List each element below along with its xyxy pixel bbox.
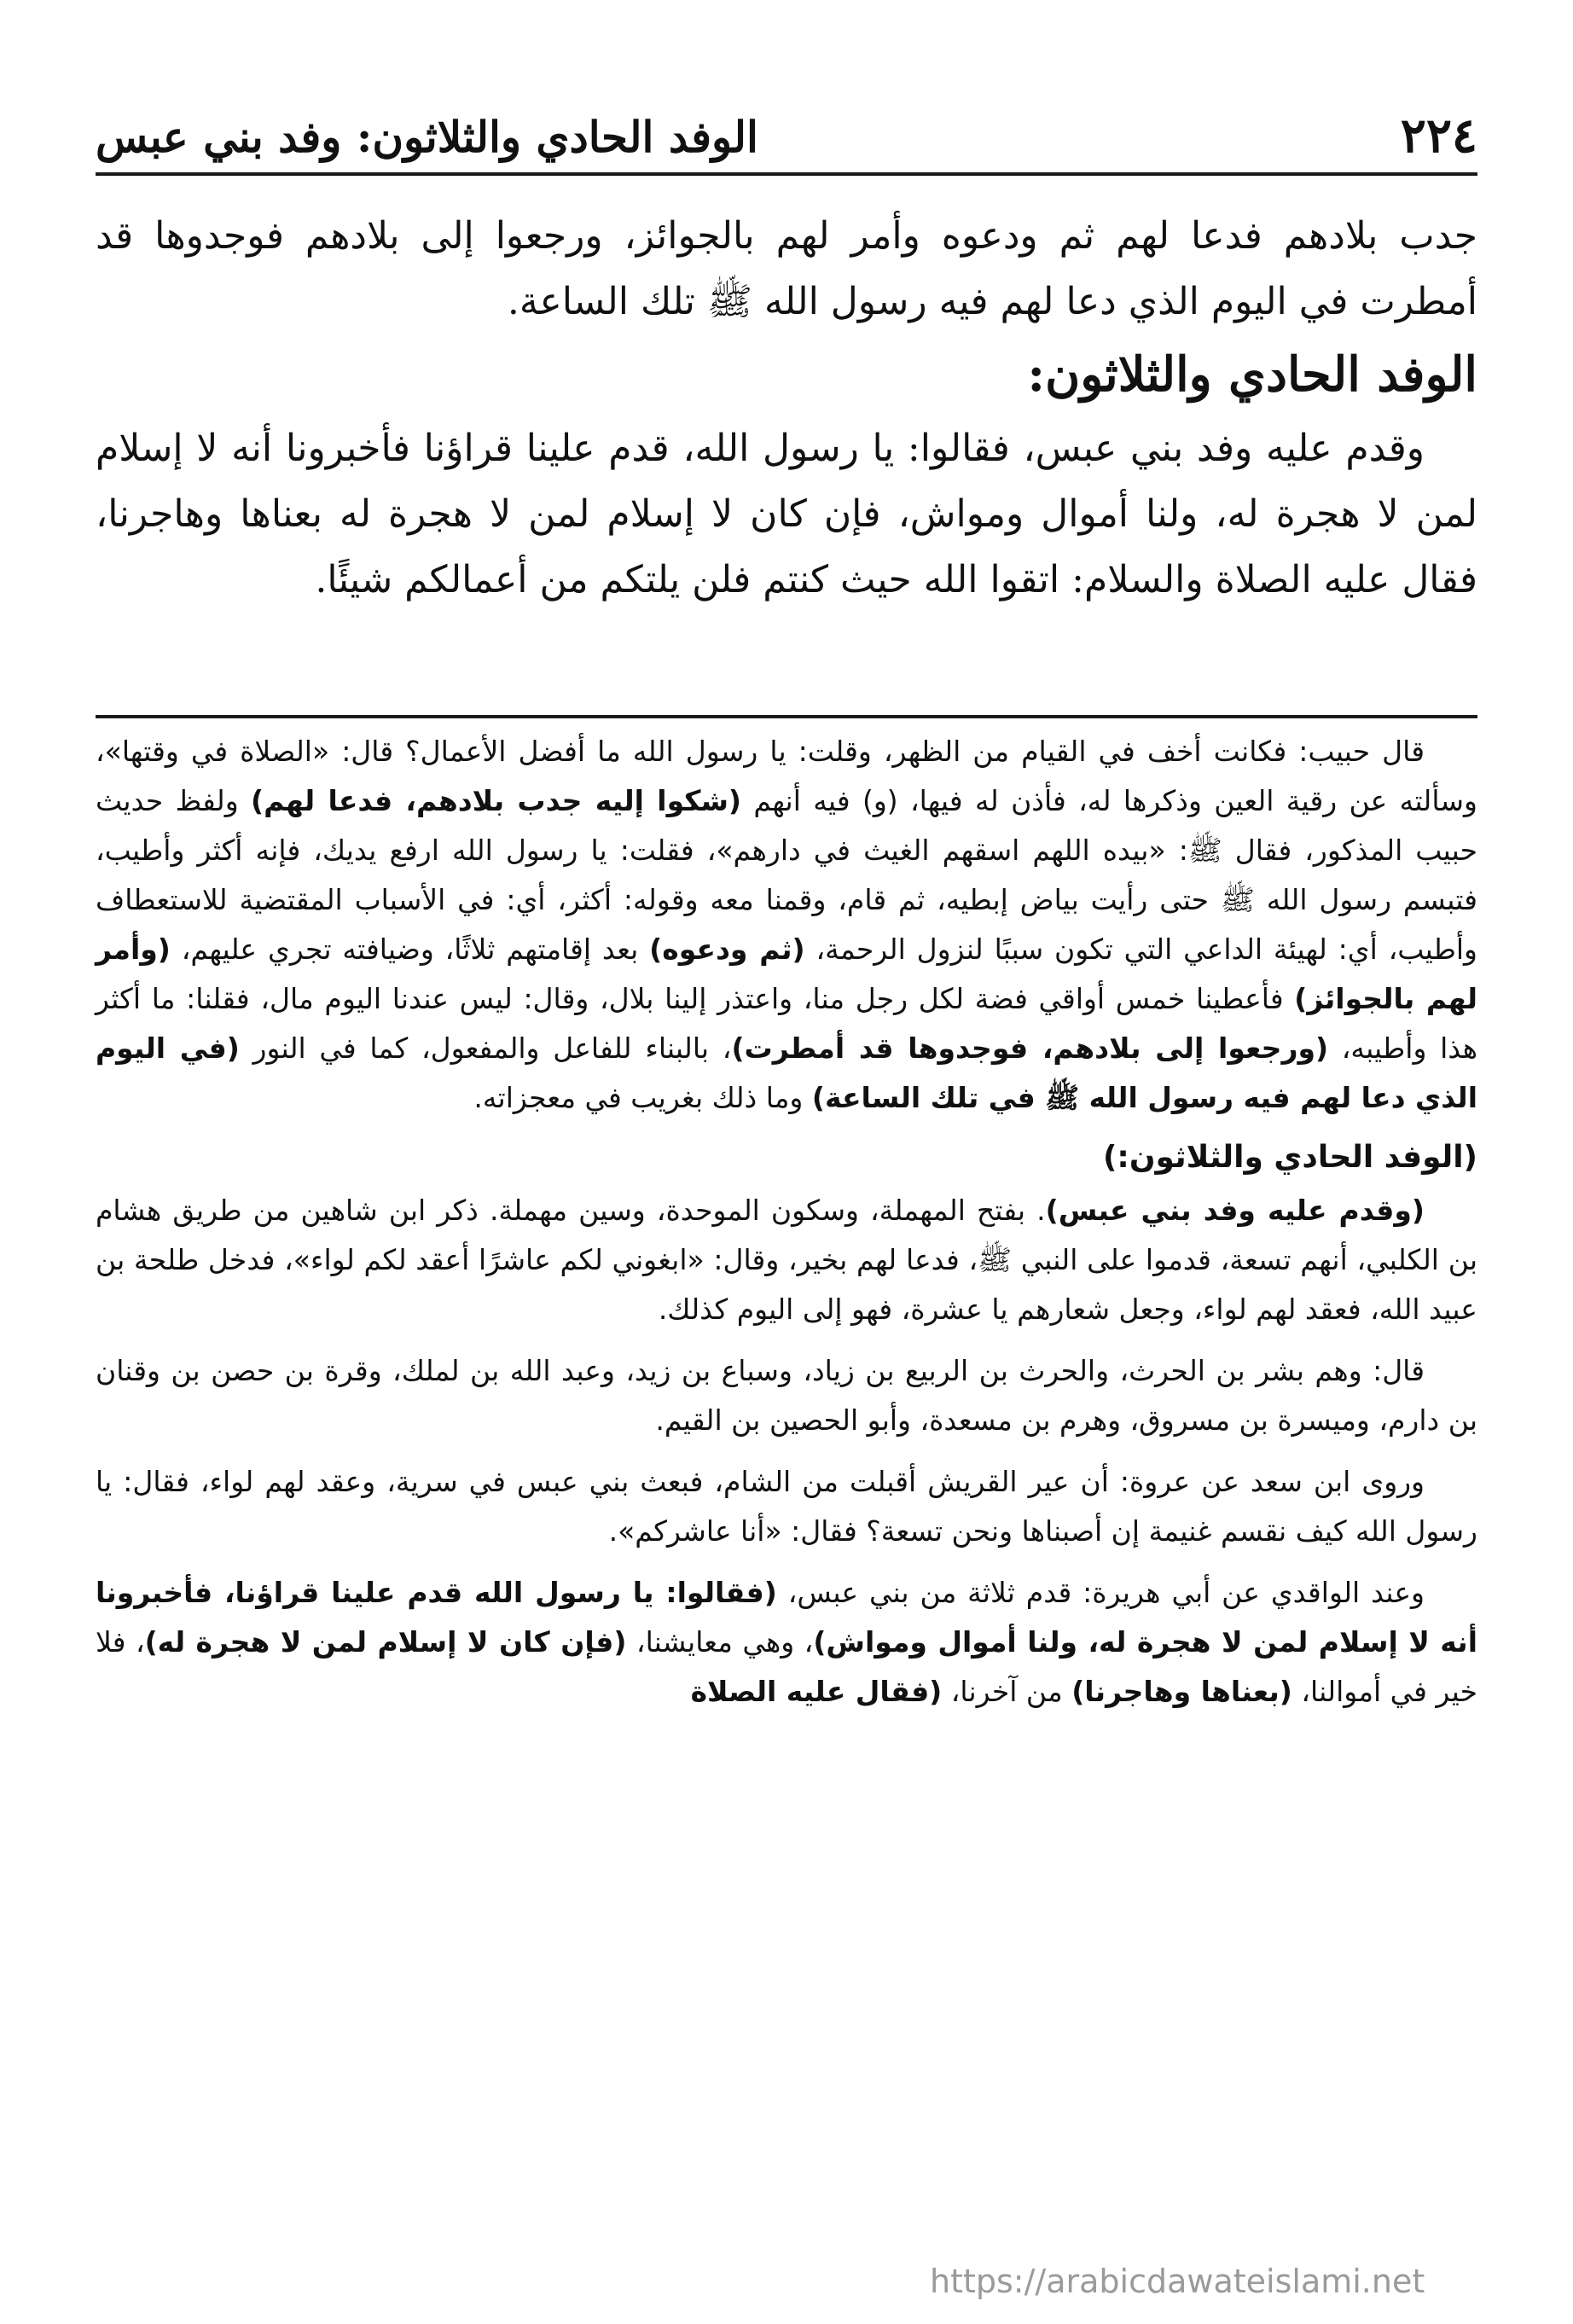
commentary-text-run: وما ذلك بغريب في معجزاته.: [473, 1081, 812, 1114]
main-paragraph-1: جدب بلادهم فدعا لهم ثم ودعوه وأمر لهم بالجوائز، ورجعوا إلى بلادهم فوجدوها قد أمطرت في اليوم الذي دعا لهم فيه رسول الله ﷺ تلك الساعة.: [96, 214, 1477, 323]
page-header: [96, 96, 1477, 176]
commentary-text-run: بعد إقامتهم ثلاثًا، وضيافته تجري عليهم،: [170, 933, 650, 966]
quoted-matn: (ورجعوا إلى بلادهم، فوجدوها قد أمطرت): [731, 1031, 1329, 1065]
running-title: الوفد الحادي والثلاثون: وفد بني عبس: [96, 112, 758, 162]
commentary-text-run: ، وهي معايشنا،: [626, 1625, 814, 1659]
footnote-divider: [96, 715, 1477, 718]
commentary-text-run: فأعطينا خمس أواقي فضة لكل رجل منا، واعتذر إلينا بلال، وقال: ليس عندنا اليوم مال، فقلنا: ما أكثر هذا وأطيبه،: [96, 982, 1477, 1065]
commentary-paragraph-4: وروى ابن سعد عن عروة: أن عير القريش أقبلت من الشام، فبعث بني عبس في سرية، وعقد لهم لواء، فقال: يا رسول الله كيف نقسم غنيمة إن أصبناها ونحن تسعة؟ فقال: «أنا عاشركم».: [96, 1465, 1477, 1548]
commentary-paragraph-1: [96, 727, 1477, 1123]
section-heading: الوفد الحادي والثلاثون:: [1027, 346, 1477, 403]
commentary-text-run: قال حبيب: فكانت أخف في القيام من الظهر، وقلت: يا رسول الله ما أفضل الأعمال؟ قال: «الصلاة في وقتها»، وسألته عن رقية العين وذكرها له، فأذن له فيها، (و) فيه أنهم: [96, 735, 1477, 817]
commentary-paragraph-3: قال: وهم بشر بن الحرث، والحرث بن الربيع بن زياد، وسباع بن زيد، وعبد الله بن لملك، وقرة بن حصن بن وقنان بن دارم، وميسرة بن مسروق، وهرم بن مسعدة، وأبو الحصين بن القيم.: [96, 1354, 1477, 1437]
commentary-text-run: ولفظ حديث حبيب المذكور، فقال ﷺ: «بيده اللهم اسقهم الغيث في دارهم»، فقلت: يا رسول الله ارفع يديك، فإنه أكثر وأطيب، فتبسم رسول الله ﷺ حتى رأيت بياض إبطيه، ثم قام، وقمنا معه وقوله: أكثر، أي: في الأسباب المقتضية للاستعطاف وأطيب، أي: لهيئة الداعي التي تكون سببًا لنزول الرحمة،: [96, 784, 1477, 966]
commentary-text-run: ، فلا خير في أموالنا،: [96, 1625, 1477, 1708]
commentary-paragraph-2: [96, 1186, 1477, 1334]
quoted-matn: (فإن كان لا إسلام لمن لا هجرة له): [144, 1625, 627, 1659]
quoted-matn: (وأمر لهم بالجوائز): [96, 933, 1477, 1015]
commentary-text: [96, 727, 1477, 1717]
quoted-matn: (بعناها وهاجرنا): [1071, 1675, 1292, 1708]
main-paragraph-2: وقدم عليه وفد بني عبس، فقالوا: يا رسول الله، قدم علينا قراؤنا فأخبرونا أنه لا إسلام لمن لا هجرة له، ولنا أموال ومواش، فإن كان لا إسلام لمن لا هجرة له بعناها وهاجرنا، فقال عليه الصلاة والسلام: اتقوا الله حيث كنتم فلن يلتكم من أعمالكم شيئًا.: [96, 427, 1477, 601]
quoted-matn: (فقال عليه الصلاة: [690, 1675, 943, 1708]
commentary-text-run: من آخرنا،: [942, 1675, 1072, 1708]
site-watermark: https://arabicdawateislami.net: [930, 2263, 1425, 2300]
quoted-matn: (في اليوم الذي دعا لهم فيه رسول الله ﷺ في تلك الساعة): [96, 1031, 1477, 1114]
quoted-matn: (فقالوا: يا رسول الله قدم علينا قراؤنا، فأخبرونا أنه لا إسلام لمن لا هجرة له، ولنا أموال ومواش): [96, 1576, 1478, 1659]
quoted-matn: (ثم ودعوه): [649, 933, 805, 966]
page-number: ٢٢٤: [1400, 107, 1477, 164]
commentary-text-run: ، بالبناء للفاعل والمفعول، كما في النور: [239, 1031, 732, 1065]
quoted-matn: (وقدم عليه وفد بني عبس): [1045, 1194, 1425, 1227]
commentary-text-run: . بفتح المهملة، وسكون الموحدة، وسين مهملة. ذكر ابن شاهين من طريق هشام بن الكلبي، أنهم تسعة، قدموا على النبي ﷺ، فدعا لهم بخير، وقال: «ابغوني لكم عاشرًا أعقد لكم لواء»، فدخل طلحة بن عبيد الله، فعقد لهم لواء، وجعل شعارهم يا عشرة، فهو إلى اليوم كذلك.: [96, 1194, 1477, 1326]
quoted-matn: (شكوا إليه جدب بلادهم، فدعا لهم): [251, 784, 742, 817]
commentary-text-run: وعند الواقدي عن أبي هريرة: قدم ثلاثة من بني عبس،: [776, 1576, 1425, 1609]
commentary-heading: (الوفد الحادي والثلاثون:): [1102, 1140, 1477, 1175]
main-text: [96, 203, 1477, 613]
commentary-paragraph-5: [96, 1568, 1477, 1717]
